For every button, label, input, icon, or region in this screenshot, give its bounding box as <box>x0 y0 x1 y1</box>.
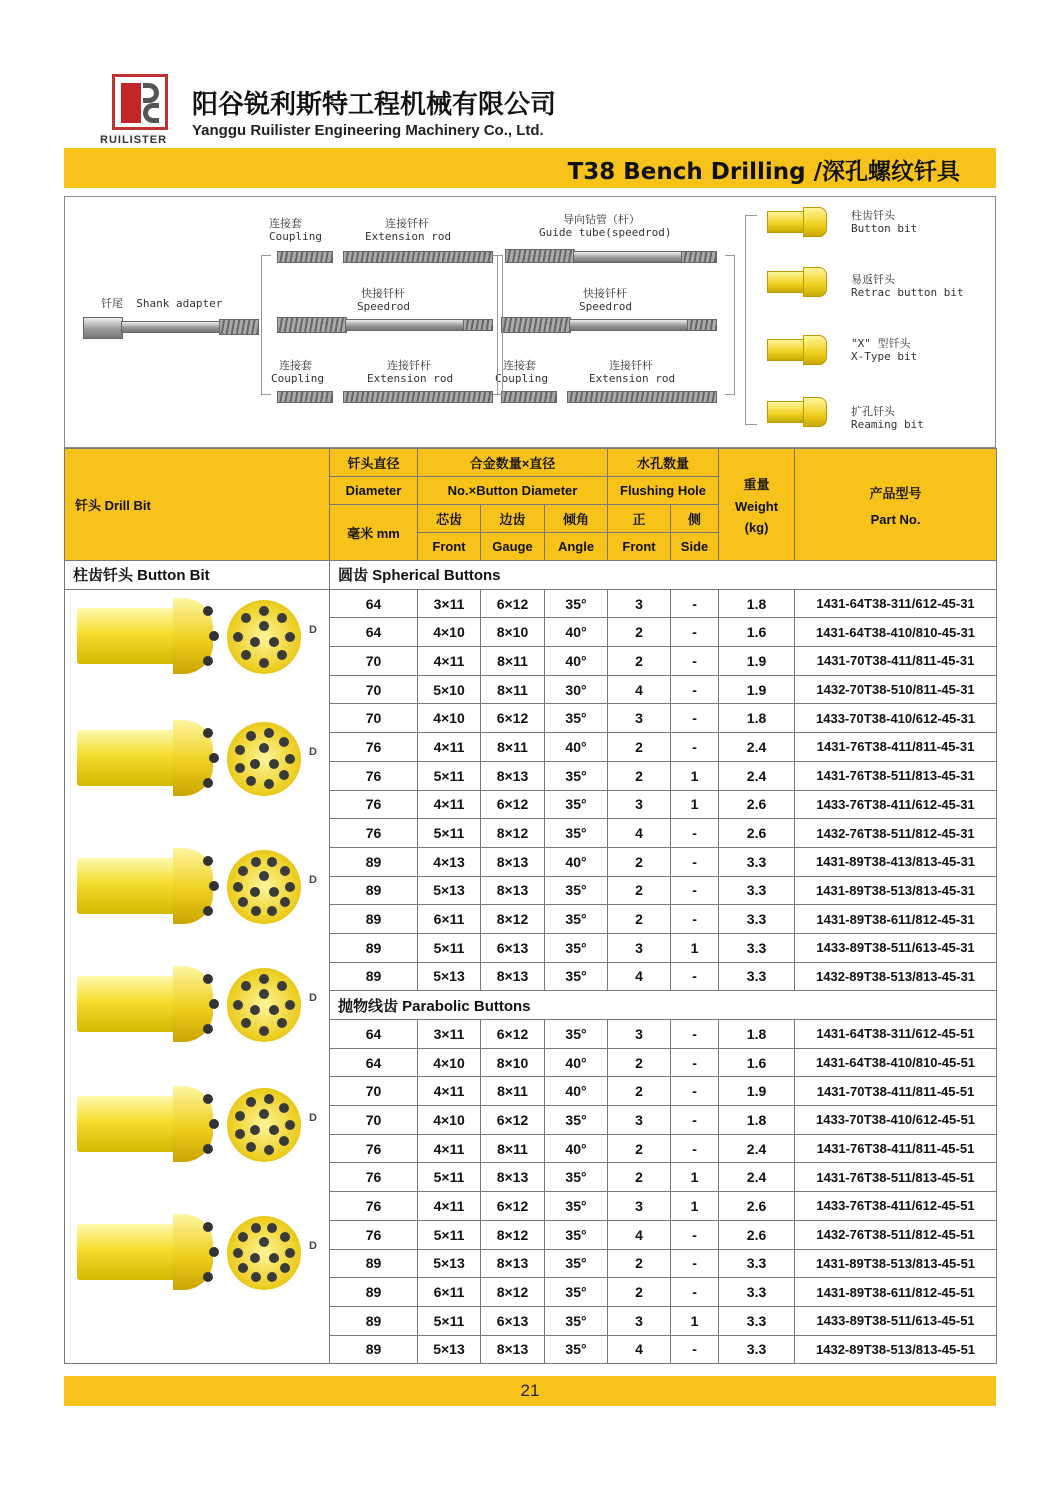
cell-front: 5×13 <box>418 962 481 991</box>
cell-weight: 2.6 <box>719 819 795 848</box>
cell-gauge: 8×13 <box>481 1249 545 1278</box>
cell-gauge: 8×11 <box>481 675 545 704</box>
header-flush-cn: 水孔数量 <box>608 449 719 477</box>
cell-gauge: 8×13 <box>481 847 545 876</box>
cell-flush-side: - <box>671 1220 719 1249</box>
cell-gauge: 8×13 <box>481 761 545 790</box>
cell-front: 4×10 <box>418 1048 481 1077</box>
cell-weight: 2.6 <box>719 1192 795 1221</box>
section-title: 钎头 Drill Bit <box>65 449 330 561</box>
cell-flush-front: 2 <box>608 1048 671 1077</box>
cell-front: 5×11 <box>418 761 481 790</box>
button-bit-image: D <box>77 720 327 798</box>
cell-part-no: 1432-89T38-513/813-45-31 <box>795 962 997 991</box>
cell-weight: 2.6 <box>719 790 795 819</box>
cell-part-no: 1433-70T38-410/612-45-31 <box>795 704 997 733</box>
cell-weight: 2.4 <box>719 1134 795 1163</box>
cell-diameter: 76 <box>330 819 418 848</box>
header-unit: 毫米 mm <box>330 505 418 561</box>
cell-angle: 35° <box>545 589 608 618</box>
coupling-part-b1 <box>277 391 333 403</box>
cell-angle: 35° <box>545 1220 608 1249</box>
cell-diameter: 76 <box>330 1134 418 1163</box>
cell-gauge: 8×13 <box>481 1335 545 1364</box>
reaming-bit-icon <box>767 397 827 427</box>
cell-angle: 40° <box>545 1048 608 1077</box>
cell-flush-side: - <box>671 1134 719 1163</box>
cell-diameter: 76 <box>330 761 418 790</box>
cell-weight: 3.3 <box>719 1306 795 1335</box>
cell-flush-front: 3 <box>608 704 671 733</box>
extension-label-bottom-2: 连接钎杆 Extension rod <box>589 359 676 385</box>
coupling-part-b2 <box>501 391 557 403</box>
cell-front: 6×11 <box>418 905 481 934</box>
cell-flush-front: 2 <box>608 1249 671 1278</box>
cell-part-no: 1432-76T38-511/812-45-31 <box>795 819 997 848</box>
cell-part-no: 1433-89T38-511/613-45-51 <box>795 1306 997 1335</box>
cell-front: 4×11 <box>418 790 481 819</box>
cell-weight: 2.4 <box>719 761 795 790</box>
cell-flush-side: - <box>671 962 719 991</box>
cell-part-no: 1431-64T38-410/810-45-51 <box>795 1048 997 1077</box>
cell-part-no: 1432-89T38-513/813-45-51 <box>795 1335 997 1364</box>
extension-rod-b1 <box>343 391 493 403</box>
cell-part-no: 1433-89T38-511/613-45-31 <box>795 933 997 962</box>
cell-angle: 35° <box>545 819 608 848</box>
cell-flush-side: 1 <box>671 933 719 962</box>
header-side-cn: 侧 <box>671 505 719 533</box>
cell-front: 4×10 <box>418 704 481 733</box>
shank-head <box>83 317 123 339</box>
cell-flush-side: - <box>671 1077 719 1106</box>
cell-angle: 35° <box>545 933 608 962</box>
speedrod-label-2: 快接钎杆 Speedrod <box>579 287 632 313</box>
speedrod-2-end <box>687 319 717 331</box>
cell-flush-front: 2 <box>608 876 671 905</box>
cell-part-no: 1431-76T38-511/813-45-31 <box>795 761 997 790</box>
cell-angle: 35° <box>545 790 608 819</box>
company-name-cn: 阳谷锐利斯特工程机械有限公司 <box>192 90 557 120</box>
header-flush-front-en: Front <box>608 533 671 561</box>
header-angle-en: Angle <box>545 533 608 561</box>
spherical-label: 圆齿 Spherical Buttons <box>330 561 997 590</box>
cell-part-no: 1433-70T38-410/612-45-51 <box>795 1106 997 1135</box>
cell-front: 5×11 <box>418 1163 481 1192</box>
cell-flush-front: 2 <box>608 847 671 876</box>
cell-weight: 1.6 <box>719 618 795 647</box>
cell-part-no: 1431-76T38-411/811-45-51 <box>795 1134 997 1163</box>
cell-front: 4×11 <box>418 647 481 676</box>
cell-front: 6×11 <box>418 1278 481 1307</box>
cell-gauge: 8×12 <box>481 1278 545 1307</box>
reaming-bit-label: 扩孔钎头 Reaming bit <box>851 405 924 431</box>
cell-flush-side: - <box>671 675 719 704</box>
cell-angle: 35° <box>545 1249 608 1278</box>
bracket-bits <box>745 215 757 425</box>
header-gauge-cn: 边齿 <box>481 505 545 533</box>
cell-diameter: 76 <box>330 1220 418 1249</box>
drill-string-diagram <box>64 196 996 448</box>
cell-flush-front: 2 <box>608 761 671 790</box>
parabolic-label: 抛物线齿 Parabolic Buttons <box>330 991 997 1020</box>
speedrod-1-thread <box>277 317 347 333</box>
cell-weight: 1.9 <box>719 1077 795 1106</box>
cell-weight: 3.3 <box>719 905 795 934</box>
cell-gauge: 8×11 <box>481 1134 545 1163</box>
cell-part-no: 1431-70T38-411/811-45-31 <box>795 647 997 676</box>
cell-gauge: 6×12 <box>481 1192 545 1221</box>
cell-part-no: 1431-89T38-513/813-45-31 <box>795 876 997 905</box>
cell-gauge: 8×10 <box>481 1048 545 1077</box>
cell-weight: 3.3 <box>719 1249 795 1278</box>
cell-flush-side: 1 <box>671 790 719 819</box>
cell-diameter: 89 <box>330 1306 418 1335</box>
cell-part-no: 1431-64T38-311/612-45-31 <box>795 589 997 618</box>
bit-images <box>65 589 330 1364</box>
cell-flush-front: 4 <box>608 1335 671 1364</box>
cell-gauge: 8×11 <box>481 733 545 762</box>
cell-diameter: 76 <box>330 1163 418 1192</box>
cell-gauge: 6×12 <box>481 1020 545 1049</box>
cell-flush-side: - <box>671 1278 719 1307</box>
button-bit-image: D <box>77 848 327 926</box>
coupling-label-top: 连接套 Coupling <box>269 217 322 243</box>
cell-weight: 1.8 <box>719 1020 795 1049</box>
cell-flush-front: 3 <box>608 1192 671 1221</box>
cell-front: 4×11 <box>418 1077 481 1106</box>
cell-diameter: 70 <box>330 647 418 676</box>
cell-diameter: 76 <box>330 1192 418 1221</box>
cell-angle: 35° <box>545 761 608 790</box>
cell-part-no: 1431-89T38-413/813-45-31 <box>795 847 997 876</box>
cell-flush-side: - <box>671 1249 719 1278</box>
cell-angle: 40° <box>545 647 608 676</box>
company-name-en: Yanggu Ruilister Engineering Machinery Co., Ltd. <box>192 122 544 139</box>
cell-flush-front: 3 <box>608 1106 671 1135</box>
cell-weight: 3.3 <box>719 876 795 905</box>
header-part: 产品型号 Part No. <box>795 449 997 561</box>
cell-gauge: 8×13 <box>481 876 545 905</box>
cell-weight: 3.3 <box>719 1335 795 1364</box>
cell-flush-front: 2 <box>608 1163 671 1192</box>
table-row <box>65 589 997 618</box>
cell-front: 4×11 <box>418 1134 481 1163</box>
cell-flush-front: 3 <box>608 790 671 819</box>
header-front-cn: 芯齿 <box>418 505 481 533</box>
shank-thread <box>219 319 259 335</box>
cell-weight: 1.8 <box>719 589 795 618</box>
cell-angle: 35° <box>545 1335 608 1364</box>
cell-front: 4×11 <box>418 1192 481 1221</box>
cell-gauge: 8×13 <box>481 962 545 991</box>
header-front-en: Front <box>418 533 481 561</box>
bracket-mid-right <box>497 255 503 395</box>
cell-flush-side: 1 <box>671 1306 719 1335</box>
cell-weight: 3.3 <box>719 962 795 991</box>
shank-body <box>121 321 221 333</box>
speedrod-1-rod <box>345 319 465 331</box>
cell-angle: 35° <box>545 1163 608 1192</box>
guide-tube-end <box>681 251 717 263</box>
cell-angle: 30° <box>545 675 608 704</box>
cell-angle: 35° <box>545 962 608 991</box>
cell-part-no: 1431-64T38-311/612-45-51 <box>795 1020 997 1049</box>
retrac-bit-label: 易返钎头 Retrac button bit <box>851 273 964 299</box>
cell-weight: 1.6 <box>719 1048 795 1077</box>
header-flush-en: Flushing Hole <box>608 477 719 505</box>
coupling-label-bottom-1: 连接套 Coupling <box>271 359 324 385</box>
cell-diameter: 89 <box>330 962 418 991</box>
cell-front: 5×11 <box>418 1306 481 1335</box>
x-type-bit-label: "X" 型钎头 X-Type bit <box>851 337 918 363</box>
cell-flush-front: 2 <box>608 1134 671 1163</box>
header-diameter-cn: 钎头直径 <box>330 449 418 477</box>
cell-weight: 1.8 <box>719 704 795 733</box>
guide-tube-thread <box>505 249 575 263</box>
cell-flush-side: - <box>671 589 719 618</box>
cell-angle: 40° <box>545 1077 608 1106</box>
button-bit-image: D <box>77 966 327 1044</box>
cell-angle: 35° <box>545 704 608 733</box>
cell-part-no: 1433-76T38-411/612-45-51 <box>795 1192 997 1221</box>
speedrod-1-end <box>463 319 493 331</box>
cell-weight: 3.3 <box>719 847 795 876</box>
button-bit-image: D <box>77 598 327 676</box>
cell-front: 5×11 <box>418 1220 481 1249</box>
cell-flush-front: 4 <box>608 819 671 848</box>
cell-part-no: 1431-70T38-411/811-45-51 <box>795 1077 997 1106</box>
cell-flush-front: 4 <box>608 675 671 704</box>
cell-part-no: 1431-89T38-513/813-45-51 <box>795 1249 997 1278</box>
cell-flush-front: 2 <box>608 905 671 934</box>
cell-angle: 40° <box>545 847 608 876</box>
header-angle-cn: 倾角 <box>545 505 608 533</box>
cell-flush-side: - <box>671 733 719 762</box>
cell-front: 4×10 <box>418 1106 481 1135</box>
cell-angle: 40° <box>545 1134 608 1163</box>
cell-gauge: 8×11 <box>481 1077 545 1106</box>
cell-flush-side: - <box>671 819 719 848</box>
cell-flush-side: - <box>671 704 719 733</box>
cell-flush-front: 2 <box>608 1077 671 1106</box>
cell-angle: 35° <box>545 905 608 934</box>
cell-part-no: 1432-76T38-511/812-45-51 <box>795 1220 997 1249</box>
cell-diameter: 76 <box>330 790 418 819</box>
extension-label-top: 连接钎杆 Extension rod <box>365 217 452 243</box>
cell-part-no: 1433-76T38-411/612-45-31 <box>795 790 997 819</box>
drill-bit-spec-table <box>64 448 997 1364</box>
cell-gauge: 8×12 <box>481 1220 545 1249</box>
header-side-en: Side <box>671 533 719 561</box>
cell-weight: 1.9 <box>719 675 795 704</box>
cell-part-no: 1431-76T38-411/811-45-31 <box>795 733 997 762</box>
cell-diameter: 64 <box>330 1048 418 1077</box>
cell-front: 5×13 <box>418 1249 481 1278</box>
cell-gauge: 6×12 <box>481 790 545 819</box>
cell-diameter: 89 <box>330 1278 418 1307</box>
cell-angle: 35° <box>545 1106 608 1135</box>
cell-front: 4×11 <box>418 733 481 762</box>
cell-flush-side: - <box>671 1048 719 1077</box>
cell-gauge: 8×10 <box>481 618 545 647</box>
cell-flush-side: - <box>671 618 719 647</box>
extension-rod-part <box>343 251 493 263</box>
cell-flush-side: 1 <box>671 761 719 790</box>
button-bit-image: D <box>77 1214 327 1292</box>
cell-front: 4×13 <box>418 847 481 876</box>
cell-angle: 35° <box>545 1306 608 1335</box>
cell-flush-front: 2 <box>608 647 671 676</box>
cell-gauge: 6×12 <box>481 704 545 733</box>
cell-diameter: 76 <box>330 733 418 762</box>
cell-gauge: 8×13 <box>481 1163 545 1192</box>
cell-weight: 2.4 <box>719 733 795 762</box>
cell-gauge: 6×12 <box>481 589 545 618</box>
cell-flush-side: - <box>671 1106 719 1135</box>
cell-front: 3×11 <box>418 1020 481 1049</box>
cell-flush-front: 3 <box>608 589 671 618</box>
cell-diameter: 89 <box>330 1249 418 1278</box>
cell-flush-side: - <box>671 647 719 676</box>
cell-front: 5×11 <box>418 933 481 962</box>
cell-flush-front: 3 <box>608 933 671 962</box>
cell-gauge: 8×12 <box>481 905 545 934</box>
extension-rod-b2 <box>567 391 717 403</box>
cell-front: 3×11 <box>418 589 481 618</box>
button-bit-icon <box>767 207 827 237</box>
guide-tube-label: 导向钻管（杆） Guide tube(speedrod) <box>539 213 672 239</box>
page-title: T38 Bench Drilling /深孔螺纹钎具 <box>567 159 960 185</box>
cell-flush-front: 4 <box>608 1220 671 1249</box>
title-bar <box>64 148 996 188</box>
cell-flush-front: 4 <box>608 962 671 991</box>
cell-flush-front: 2 <box>608 1278 671 1307</box>
cell-gauge: 6×13 <box>481 1306 545 1335</box>
cell-diameter: 70 <box>330 675 418 704</box>
header-diameter-en: Diameter <box>330 477 418 505</box>
cell-weight: 1.9 <box>719 647 795 676</box>
cell-diameter: 89 <box>330 905 418 934</box>
extension-label-bottom-1: 连接钎杆 Extension rod <box>367 359 454 385</box>
cell-front: 5×10 <box>418 675 481 704</box>
cell-part-no: 1431-89T38-611/812-45-51 <box>795 1278 997 1307</box>
cell-flush-side: - <box>671 1020 719 1049</box>
x-type-bit-icon <box>767 335 827 365</box>
cell-angle: 35° <box>545 876 608 905</box>
cell-weight: 1.8 <box>719 1106 795 1135</box>
cell-part-no: 1431-64T38-410/810-45-31 <box>795 618 997 647</box>
cell-weight: 3.3 <box>719 1278 795 1307</box>
shank-adapter-label: 钎尾 Shank adapter <box>101 297 223 310</box>
cell-flush-side: - <box>671 905 719 934</box>
cell-part-no: 1432-70T38-510/811-45-31 <box>795 675 997 704</box>
speedrod-2-thread <box>501 317 571 333</box>
cell-gauge: 8×11 <box>481 647 545 676</box>
cell-angle: 40° <box>545 618 608 647</box>
cell-flush-side: 1 <box>671 1192 719 1221</box>
cell-flush-front: 3 <box>608 1020 671 1049</box>
cell-gauge: 6×13 <box>481 933 545 962</box>
cell-angle: 35° <box>545 1278 608 1307</box>
cell-angle: 35° <box>545 1192 608 1221</box>
button-bit-image: D <box>77 1086 327 1164</box>
cell-diameter: 64 <box>330 1020 418 1049</box>
cell-flush-front: 2 <box>608 733 671 762</box>
coupling-label-bottom-2: 连接套 Coupling <box>495 359 548 385</box>
cell-gauge: 8×12 <box>481 819 545 848</box>
cell-part-no: 1431-89T38-611/812-45-31 <box>795 905 997 934</box>
cell-flush-front: 3 <box>608 1306 671 1335</box>
company-logo <box>100 74 186 148</box>
cell-front: 5×11 <box>418 819 481 848</box>
cell-diameter: 64 <box>330 589 418 618</box>
cell-diameter: 70 <box>330 704 418 733</box>
cell-flush-side: - <box>671 847 719 876</box>
coupling-part <box>277 251 333 263</box>
cell-diameter: 89 <box>330 1335 418 1364</box>
cell-flush-side: - <box>671 876 719 905</box>
cell-front: 4×10 <box>418 618 481 647</box>
cell-weight: 3.3 <box>719 933 795 962</box>
cell-diameter: 70 <box>330 1077 418 1106</box>
header-flush-front-cn: 正 <box>608 505 671 533</box>
cell-weight: 2.4 <box>719 1163 795 1192</box>
cell-diameter: 89 <box>330 876 418 905</box>
header-weight: 重量 Weight (kg) <box>719 449 795 561</box>
cell-gauge: 6×12 <box>481 1106 545 1135</box>
group-label: 柱齿钎头 Button Bit <box>65 561 330 590</box>
cell-part-no: 1431-76T38-511/813-45-51 <box>795 1163 997 1192</box>
cell-diameter: 64 <box>330 618 418 647</box>
bracket-right <box>725 255 735 395</box>
retrac-bit-icon <box>767 267 827 297</box>
cell-flush-side: - <box>671 1335 719 1364</box>
cell-flush-front: 2 <box>608 618 671 647</box>
button-bit-label: 柱齿钎头 Button bit <box>851 209 918 235</box>
cell-diameter: 70 <box>330 1106 418 1135</box>
cell-diameter: 89 <box>330 847 418 876</box>
logo-text: RUILISTER <box>100 134 168 146</box>
cell-angle: 40° <box>545 733 608 762</box>
header-gauge-en: Gauge <box>481 533 545 561</box>
header-buttons-en: No.×Button Diameter <box>418 477 608 505</box>
cell-diameter: 89 <box>330 933 418 962</box>
cell-front: 5×13 <box>418 876 481 905</box>
cell-angle: 35° <box>545 1020 608 1049</box>
speedrod-2-rod <box>569 319 689 331</box>
logo-mark <box>112 74 168 130</box>
bracket-left <box>261 255 271 395</box>
guide-tube-rod <box>573 251 683 263</box>
header-buttons-cn: 合金数量×直径 <box>418 449 608 477</box>
cell-flush-side: 1 <box>671 1163 719 1192</box>
speedrod-label-1: 快接钎杆 Speedrod <box>357 287 410 313</box>
cell-front: 5×13 <box>418 1335 481 1364</box>
cell-weight: 2.6 <box>719 1220 795 1249</box>
page-number: 21 <box>64 1376 996 1406</box>
